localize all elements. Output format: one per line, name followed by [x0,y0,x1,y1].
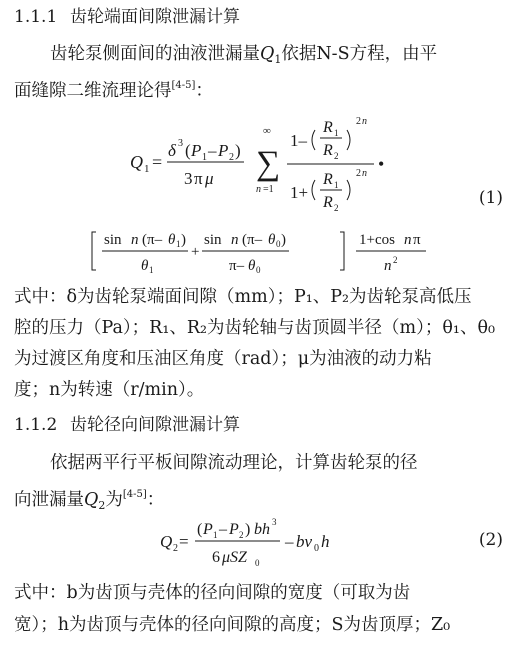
svg-text:P: P [191,141,202,160]
svg-text:n: n [256,184,261,195]
svg-text:(: ( [197,521,203,538]
paragraph-line [14,71,506,106]
svg-text:1: 1 [334,180,339,190]
svg-text:∑: ∑ [256,145,281,182]
equation-2-formula [0,510,519,572]
symbol-q2: Q [84,490,99,510]
svg-text:2: 2 [393,255,398,265]
svg-text:∞: ∞ [263,125,271,137]
equation-1 [0,104,519,276]
svg-text:3: 3 [178,138,183,149]
svg-text:): ) [235,141,241,160]
paragraph-line: 腔的压力（Pa）；R₁、R₂为齿轮轴与齿顶圆半径（m）；θ₁、θ₀ [14,318,496,338]
section-number: 1.1.1 [14,7,58,27]
svg-text:(: ( [185,141,191,160]
svg-text:n: n [362,168,367,179]
svg-text:2: 2 [334,151,339,161]
equation-2 [0,510,519,572]
equation-number: (2) [478,530,503,550]
svg-text:1: 1 [176,239,181,249]
paragraph-line: 度；n为转速（r/min）。 [14,380,205,400]
svg-text:θ: θ [268,232,276,248]
svg-text:θ: θ [141,258,149,274]
subscript: 2 [98,499,106,512]
svg-text:3: 3 [184,169,193,188]
text-run: 向泄漏量 [14,490,84,510]
svg-text:μSZ: μSZ [222,549,247,566]
svg-text:2: 2 [356,168,361,179]
section-heading-1-1-2 [14,410,506,440]
svg-text:(π–: (π– [142,232,163,248]
svg-text:P: P [218,141,229,160]
svg-text:1–: 1– [290,131,307,150]
paragraph-line: 宽）；h为齿顶与壳体的径向间隙的高度；S为齿顶厚；Z₀ [14,615,451,635]
svg-text:Q: Q [160,532,173,551]
section-heading-1-1-1 [14,2,506,32]
svg-text:1+cos: 1+cos [359,232,395,248]
section-title: 齿轮端面间隙泄漏计算 [70,7,240,27]
svg-text:1: 1 [144,163,150,175]
svg-text:0: 0 [256,265,261,275]
svg-text:R: R [323,194,333,211]
svg-text:θ: θ [248,258,256,274]
svg-text:6: 6 [212,549,220,566]
text-run: 依据N-S方程，由平 [281,44,438,64]
svg-text:(π–: (π– [242,232,263,248]
svg-text:=: = [179,532,189,551]
text-run: 为 [105,490,123,510]
svg-text:P: P [229,521,239,538]
svg-text:0: 0 [276,239,281,249]
svg-text:0: 0 [255,558,260,568]
svg-text:1: 1 [213,530,218,540]
svg-text:=1: =1 [263,184,274,195]
section-title: 齿轮径向间隙泄漏计算 [70,415,240,435]
svg-text:): ) [181,232,186,248]
citation: [4-5] [122,489,147,500]
subscript: 1 [274,53,282,66]
svg-text:1: 1 [202,152,207,163]
citation: [4-5] [171,80,196,91]
svg-text:1+: 1+ [290,183,309,202]
svg-text:θ: θ [168,232,176,248]
svg-text:n: n [384,258,392,274]
svg-text:μ: μ [205,169,214,188]
paragraph-line [50,39,506,75]
paragraph-line: 依据两平行平板间隙流动理论，计算齿轮泵的径 [50,453,418,473]
text-run: 齿轮泵侧面间的油液泄漏量 [50,44,260,64]
svg-text:–: – [208,141,217,160]
svg-text:•: • [378,154,385,174]
svg-text:R: R [323,171,333,188]
svg-text:+: + [191,244,200,260]
svg-text:R: R [323,119,333,136]
text-run: ： [146,490,165,510]
svg-text:π–: π– [229,258,245,274]
svg-text:n: n [362,116,367,127]
svg-text:Q: Q [130,152,143,172]
svg-text:bh: bh [254,521,270,538]
svg-text:): ) [245,521,251,538]
equation-1-formula [0,104,519,276]
svg-text:–: – [285,532,294,551]
symbol-q1: Q [260,44,275,64]
svg-text:π: π [194,169,203,188]
text-run: 面缝隙二维流理论得 [14,81,172,101]
svg-text:2: 2 [334,203,339,213]
svg-text:n: n [231,232,239,248]
svg-text:π: π [413,232,421,248]
text-run: ： [195,81,213,101]
svg-text:h: h [321,532,330,551]
svg-text:1: 1 [334,128,339,138]
svg-text:n: n [404,232,412,248]
svg-text:0: 0 [314,543,319,554]
svg-text:2: 2 [239,530,244,540]
svg-text:3: 3 [272,517,277,527]
section-number: 1.1.2 [14,415,58,435]
svg-text:1: 1 [149,265,154,275]
paragraph-line: 式中：b为齿顶与壳体的径向间隙的宽度（可取为齿 [14,583,411,603]
svg-text:sin: sin [204,232,222,248]
svg-text:R: R [323,142,333,159]
svg-text:2: 2 [173,543,178,554]
svg-text:2: 2 [229,152,234,163]
svg-text:P: P [203,521,213,538]
svg-text:): ) [281,232,286,248]
paragraph-line: 式中：δ为齿轮泵端面间隙（mm）；P₁、P₂为齿轮泵高低压 [14,287,472,307]
svg-text:n: n [131,232,139,248]
equation-number: (1) [478,188,503,208]
svg-text:bv: bv [296,532,313,551]
svg-text:2: 2 [356,116,361,127]
svg-text:–: – [219,521,227,538]
svg-text:δ: δ [168,141,176,160]
svg-text:sin: sin [104,232,122,248]
svg-text:=: = [152,152,163,172]
paragraph-line: 为过渡区角度和压油区角度（rad）；μ为油液的动力粘 [14,349,432,369]
